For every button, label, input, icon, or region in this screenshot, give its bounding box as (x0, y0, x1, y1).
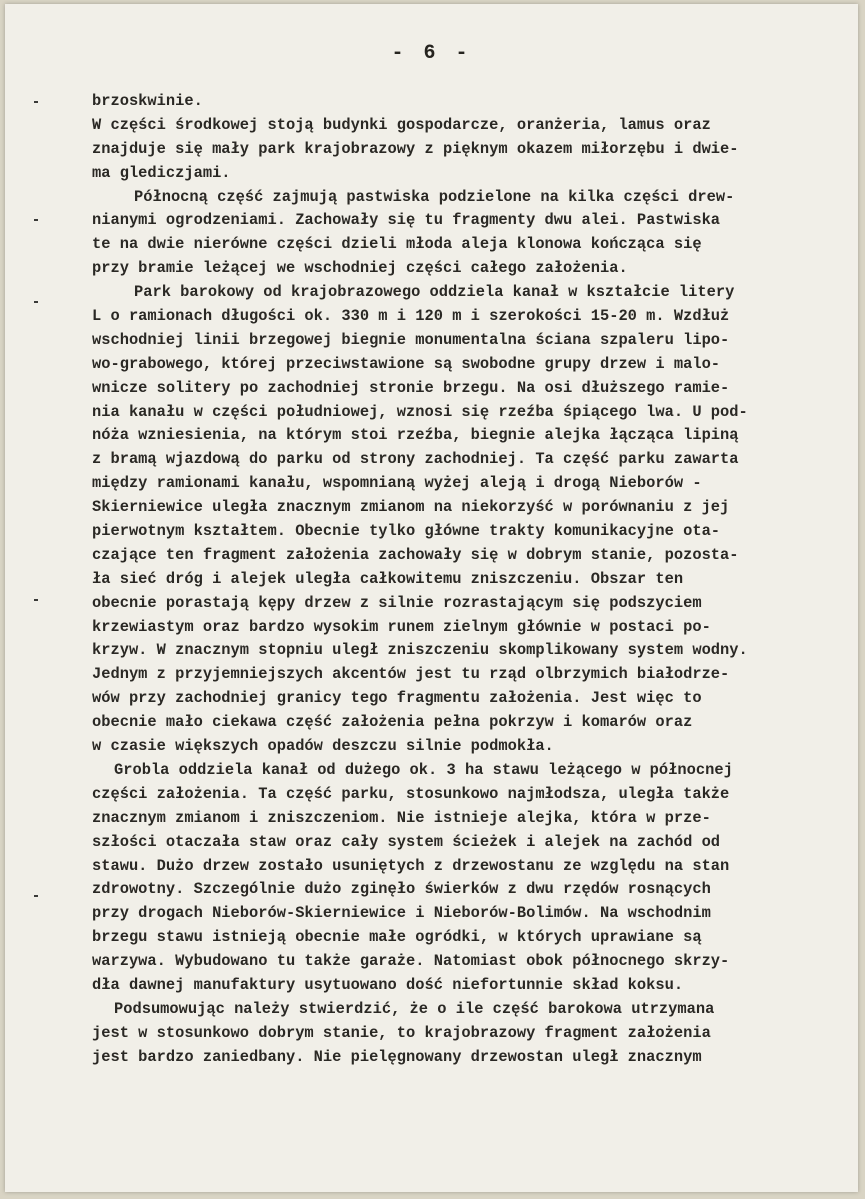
page-number: - 6 - (391, 42, 472, 65)
text-line: jest bardzo zaniedbany. Nie pielęgnowany drzewostan uległ znacznym (92, 1047, 702, 1066)
text-line: wo-grabowego, której przeciwstawione są swobodne grupy drzew i malo- (92, 354, 721, 373)
text-line: wnicze solitery po zachodniej stronie brzegu. Na osi dłuższego ramie- (92, 378, 730, 397)
text-line: Podsumowując należy stwierdzić, że o ile część barokowa utrzymana (114, 999, 715, 1018)
margin-mark (34, 219, 38, 221)
text-line: stawu. Dużo drzew zostało usuniętych z drzewostanu ze względu na stan (92, 856, 730, 875)
text-line: brzegu stawu istnieją obecnie małe ogródki, w których uprawiane są (92, 928, 702, 947)
text-line: czające ten fragment założenia zachowały się w dobrym stanie, pozosta- (92, 545, 739, 564)
text-line: znacznym zmianom i zniszczeniom. Nie istnieje alejka, która w prze- (92, 808, 711, 827)
margin-mark (34, 301, 38, 303)
text-line: dła dawnej manufaktury usytuowano dość niefortunnie skład koksu. (92, 975, 684, 994)
text-line: te na dwie nierówne części dzieli młoda aleja klonowa kończąca się (92, 235, 702, 254)
text-line: z bramą wjazdową do parku od strony zachodniej. Ta część parku zawarta (92, 450, 739, 469)
text-line: Skierniewice uległa znacznym zmianom na niekorzyść w porównaniu z jej (92, 498, 730, 517)
text-line: wschodniej linii brzegowej biegnie monumentalna ściana szpaleru lipo- (92, 330, 730, 349)
text-line: Jednym z przyjemniejszych akcentów jest tu rząd olbrzymich białodrze- (92, 665, 730, 684)
text-line: znajduje się mały park krajobrazowy z pięknym okazem miłorzębu i dwie- (92, 139, 739, 158)
text-line: między ramionami kanału, wspomnianą wyżej aleją i drogą Nieborów - (92, 474, 702, 493)
text-line: nianymi ogrodzeniami. Zachowały się tu fragmenty dwu alei. Pastwiska (92, 211, 721, 230)
text-line: obecnie mało ciekawa część założenia pełna pokrzyw i komarów oraz (92, 713, 693, 732)
margin-mark (34, 101, 38, 103)
text-line: ma glediczjami. (92, 163, 231, 182)
text-line: ła sieć dróg i alejek uległa całkowitemu zniszczeniu. Obszar ten (92, 569, 684, 588)
text-line: Północną część zajmują pastwiska podzielone na kilka części drew- (134, 187, 735, 206)
text-line: brzoskwinie. (92, 92, 203, 110)
document-page (5, 4, 858, 1192)
text-line: jest w stosunkowo dobrym stanie, to krajobrazowy fragment założenia (92, 1023, 711, 1042)
text-line: wów przy zachodniej granicy tego fragmentu założenia. Jest więc to (92, 689, 702, 708)
text-line: części założenia. Ta część parku, stosunkowo najmłodsza, uległa także (92, 784, 730, 803)
text-line: Grobla oddziela kanał od dużego ok. 3 ha stawu leżącego w północnej (114, 760, 733, 779)
text-line: przy drogach Nieborów-Skierniewice i Nieborów-Bolimów. Na wschodnim (92, 904, 711, 923)
text-line: obecnie porastają kępy drzew z silnie rozrastającym się podszyciem (92, 593, 702, 612)
text-line: zdrowotny. Szczególnie dużo zginęło świerków z dwu rzędów rosnących (92, 880, 711, 899)
text-line: krzyw. W znacznym stopniu uległ zniszczeniu skomplikowany system wodny. (92, 641, 748, 660)
text-line: krzewiastym oraz bardzo wysokim runem zielnym głównie w postaci po- (92, 617, 711, 636)
text-line: nia kanału w części południowej, wznosi się rzeźba śpiącego lwa. U pod- (92, 402, 748, 421)
text-line: warzywa. Wybudowano tu także garaże. Natomiast obok północnego skrzy- (92, 952, 730, 971)
text-line: przy bramie leżącej we wschodniej części całego założenia. (92, 259, 628, 278)
text-line: W części środkowej stoją budynki gospodarcze, oranżeria, lamus oraz (92, 115, 711, 134)
text-line: Park barokowy od krajobrazowego oddziela kanał w kształcie litery (134, 283, 735, 302)
text-line: szłości otaczała staw oraz cały system ścieżek i alejek na zachód od (92, 832, 721, 851)
margin-mark (34, 599, 38, 601)
margin-mark (34, 895, 38, 897)
text-line: w czasie większych opadów deszczu silnie podmokła. (92, 737, 554, 756)
body-text (92, 90, 830, 1070)
text-line: L o ramionach długości ok. 330 m i 120 m i szerokości 15-20 m. Wzdłuż (92, 307, 730, 326)
text-line: nóża wzniesienia, na którym stoi rzeźba, biegnie alejka łącząca lipiną (92, 426, 739, 445)
text-line: pierwotnym kształtem. Obecnie tylko główne trakty komunikacyjne ota- (92, 522, 721, 541)
